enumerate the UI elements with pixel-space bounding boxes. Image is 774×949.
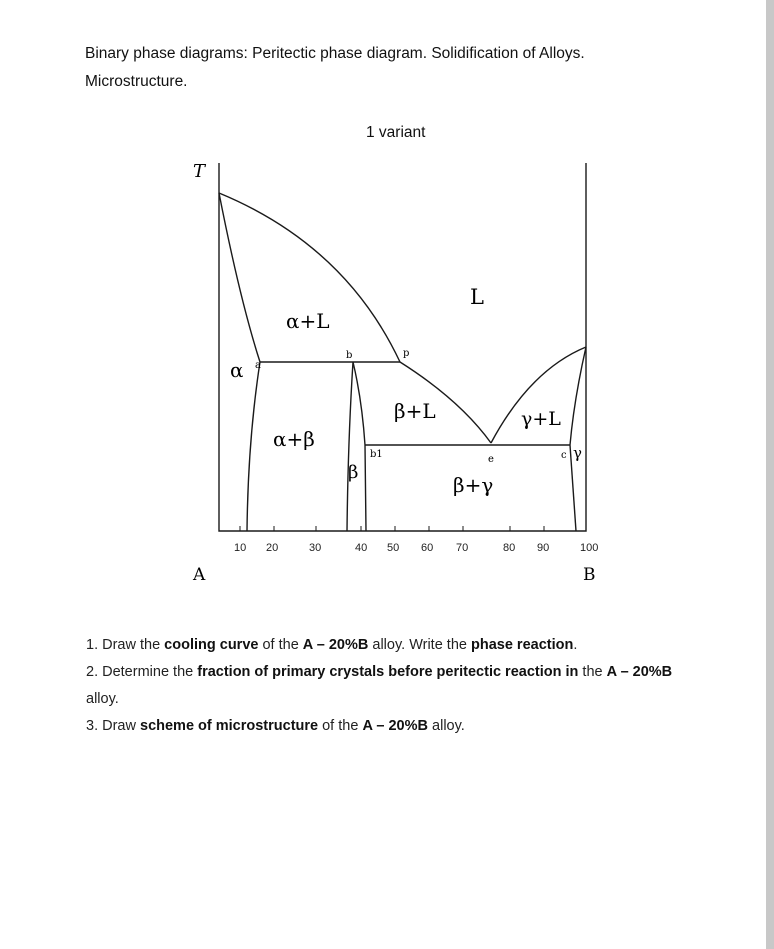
beta-boundary-left [347, 362, 353, 531]
title-line-2: Microstructure. [85, 73, 188, 90]
question-2: 2. Determine the fraction of primary crystals before peritectic reaction in the A – 20%B alloy. [86, 664, 673, 707]
beta-boundary-right [353, 362, 366, 531]
region-liquid: L [470, 285, 484, 309]
region-alpha-beta: α+β [273, 427, 315, 451]
point-b-label: b [346, 350, 353, 361]
liquidus-alpha [219, 193, 400, 362]
tick-label: 20 [266, 542, 279, 554]
title-line-1: Binary phase diagrams: Peritectic phase diagram. Solidification of Alloys. [85, 45, 585, 62]
x-ticks [240, 526, 544, 531]
region-alpha-liquid: α+L [286, 309, 330, 333]
solidus-gamma [570, 347, 586, 445]
tick-label: 40 [355, 542, 368, 554]
question-1: 1. Draw the cooling curve of the A – 20%B alloy. Write the phase reaction. [86, 637, 578, 653]
region-beta: β [348, 462, 359, 483]
question-3: 3. Draw scheme of microstructure of the A – 20%B alloy. [86, 718, 465, 734]
region-alpha: α [230, 358, 244, 382]
solvus-alpha [247, 362, 260, 531]
component-b-label: B [583, 565, 596, 585]
tick-label: 70 [456, 542, 469, 554]
point-e-label: e [488, 454, 494, 465]
tick-label: 10 [234, 542, 247, 554]
region-gamma-liquid: γ+L [521, 408, 561, 430]
tick-label: 60 [421, 542, 434, 554]
point-b1-label: b1 [370, 449, 383, 460]
tick-label: 50 [387, 542, 400, 554]
region-beta-liquid: β+L [394, 399, 436, 423]
tick-label: 30 [309, 542, 322, 554]
tick-label: 100 [580, 542, 599, 554]
axis-label-t: T [193, 161, 206, 182]
point-a-label: a [255, 360, 261, 371]
point-c-label: c [561, 450, 567, 461]
question-list [86, 632, 706, 740]
solidus-alpha [219, 193, 260, 362]
component-a-label: A [193, 565, 206, 585]
diagram-frame [219, 163, 586, 531]
tick-label: 90 [537, 542, 550, 554]
region-gamma: γ [573, 444, 582, 462]
tick-label: 80 [503, 542, 516, 554]
region-beta-gamma: β+γ [453, 473, 494, 497]
point-p-label: p [403, 348, 410, 359]
variant-label: 1 variant [366, 124, 426, 141]
